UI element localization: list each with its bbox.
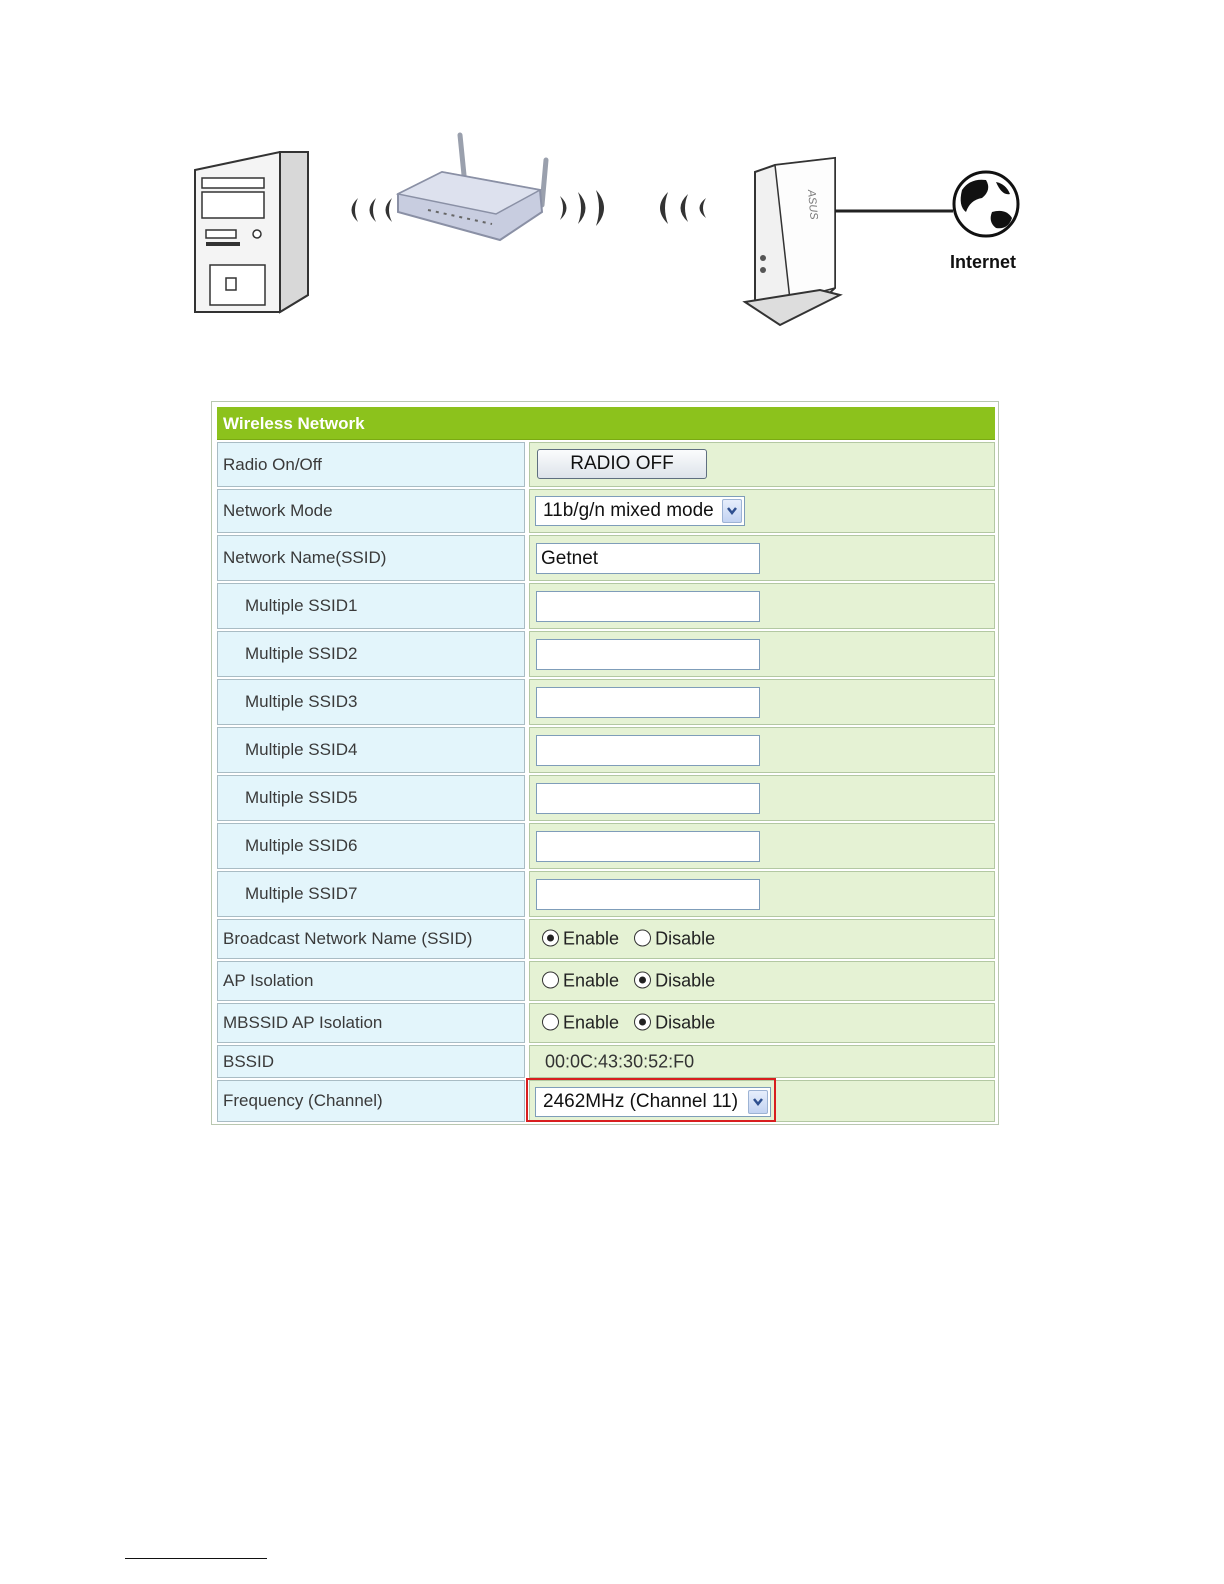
disable-option-label: Disable: [655, 1012, 716, 1033]
disable-option-label: Disable: [655, 928, 716, 949]
multiple-ssid4-label: Multiple SSID4: [245, 740, 358, 759]
multiple-ssid-row: [217, 631, 995, 677]
multiple-ssid1-input[interactable]: [536, 591, 760, 622]
ap-isolation-radio-group: [542, 971, 725, 992]
network-mode-row: [217, 489, 995, 533]
network-mode-select[interactable]: [535, 496, 745, 526]
multiple-ssid-row: [217, 823, 995, 869]
svg-text:ASUS: ASUS: [805, 189, 820, 221]
mbssid-isolation-label: MBSSID AP Isolation: [223, 1013, 383, 1032]
mbssid-isolation-enable-radio[interactable]: [542, 1014, 559, 1031]
multiple-ssid5-input[interactable]: [536, 783, 760, 814]
broadcast-disable-radio[interactable]: [634, 930, 651, 947]
broadcast-enable-radio[interactable]: [542, 930, 559, 947]
multiple-ssid7-input[interactable]: [536, 879, 760, 910]
frequency-label: Frequency (Channel): [223, 1091, 383, 1110]
radio-label: Radio On/Off: [223, 454, 322, 474]
mbssid-isolation-row: [217, 1003, 995, 1043]
wireless-signal-icon: [660, 192, 706, 224]
globe-icon: [954, 172, 1018, 236]
ap-isolation-enable-radio[interactable]: [542, 972, 559, 989]
mbssid-isolation-disable-radio[interactable]: [634, 1014, 651, 1031]
multiple-ssid3-label: Multiple SSID3: [245, 692, 358, 711]
multiple-ssid6-input[interactable]: [536, 831, 760, 862]
footnote-divider: [125, 1558, 267, 1559]
multiple-ssid2-input[interactable]: [536, 639, 760, 670]
multiple-ssid6-label: Multiple SSID6: [245, 836, 358, 855]
ap-isolation-disable-radio[interactable]: [634, 972, 651, 989]
ssid-label: Network Name(SSID): [223, 548, 387, 567]
broadcast-ssid-row: [217, 919, 995, 959]
computer-tower-icon: [195, 152, 308, 312]
bssid-label: BSSID: [223, 1051, 275, 1071]
frequency-row: [217, 1080, 995, 1122]
panel-header: [217, 407, 995, 440]
network-mode-value: 11b/g/n mixed mode: [543, 500, 714, 521]
multiple-ssid1-label: Multiple SSID1: [245, 596, 358, 615]
ssid-row: [217, 535, 995, 581]
multiple-ssid-row: [217, 583, 995, 629]
ap-isolation-label: AP Isolation: [223, 971, 314, 990]
enable-option-label: Enable: [563, 1012, 620, 1033]
mbssid-isolation-radio-group: [542, 1013, 725, 1034]
access-point-icon: [745, 158, 840, 325]
network-diagram: [180, 120, 1040, 340]
radio-row: [217, 442, 995, 487]
multiple-ssid4-input[interactable]: [536, 735, 760, 766]
bssid-value: 00:0C:43:30:52:F0: [545, 1051, 695, 1071]
wireless-signal-icon: [560, 190, 604, 226]
frequency-select[interactable]: [535, 1087, 771, 1117]
wireless-signal-icon: [352, 198, 393, 222]
disable-option-label: Disable: [655, 970, 716, 991]
network-mode-label: Network Mode: [223, 501, 333, 520]
multiple-ssid-row: [217, 775, 995, 821]
wireless-router-icon: [398, 135, 546, 240]
radio-off-button[interactable]: RADIO OFF: [537, 449, 707, 479]
multiple-ssid-row: [217, 871, 995, 917]
broadcast-ssid-label: Broadcast Network Name (SSID): [223, 929, 473, 948]
panel-title: Wireless Network: [223, 414, 365, 433]
enable-option-label: Enable: [563, 928, 620, 949]
bssid-row: [217, 1045, 995, 1078]
chevron-down-icon[interactable]: [748, 1090, 768, 1114]
multiple-ssid5-label: Multiple SSID5: [245, 788, 358, 807]
frequency-value: 2462MHz (Channel 11): [543, 1091, 739, 1112]
ssid-input[interactable]: Getnet: [536, 543, 760, 574]
multiple-ssid3-input[interactable]: [536, 687, 760, 718]
multiple-ssid-row: [217, 727, 995, 773]
ap-isolation-row: [217, 961, 995, 1001]
chevron-down-icon[interactable]: [722, 499, 742, 523]
enable-option-label: Enable: [563, 970, 620, 991]
wireless-network-panel: [211, 401, 999, 1125]
multiple-ssid2-label: Multiple SSID2: [245, 644, 358, 663]
multiple-ssid7-label: Multiple SSID7: [245, 884, 358, 903]
broadcast-ssid-radio-group: [542, 929, 725, 950]
multiple-ssid-row: [217, 679, 995, 725]
internet-label: Internet: [950, 252, 1017, 272]
